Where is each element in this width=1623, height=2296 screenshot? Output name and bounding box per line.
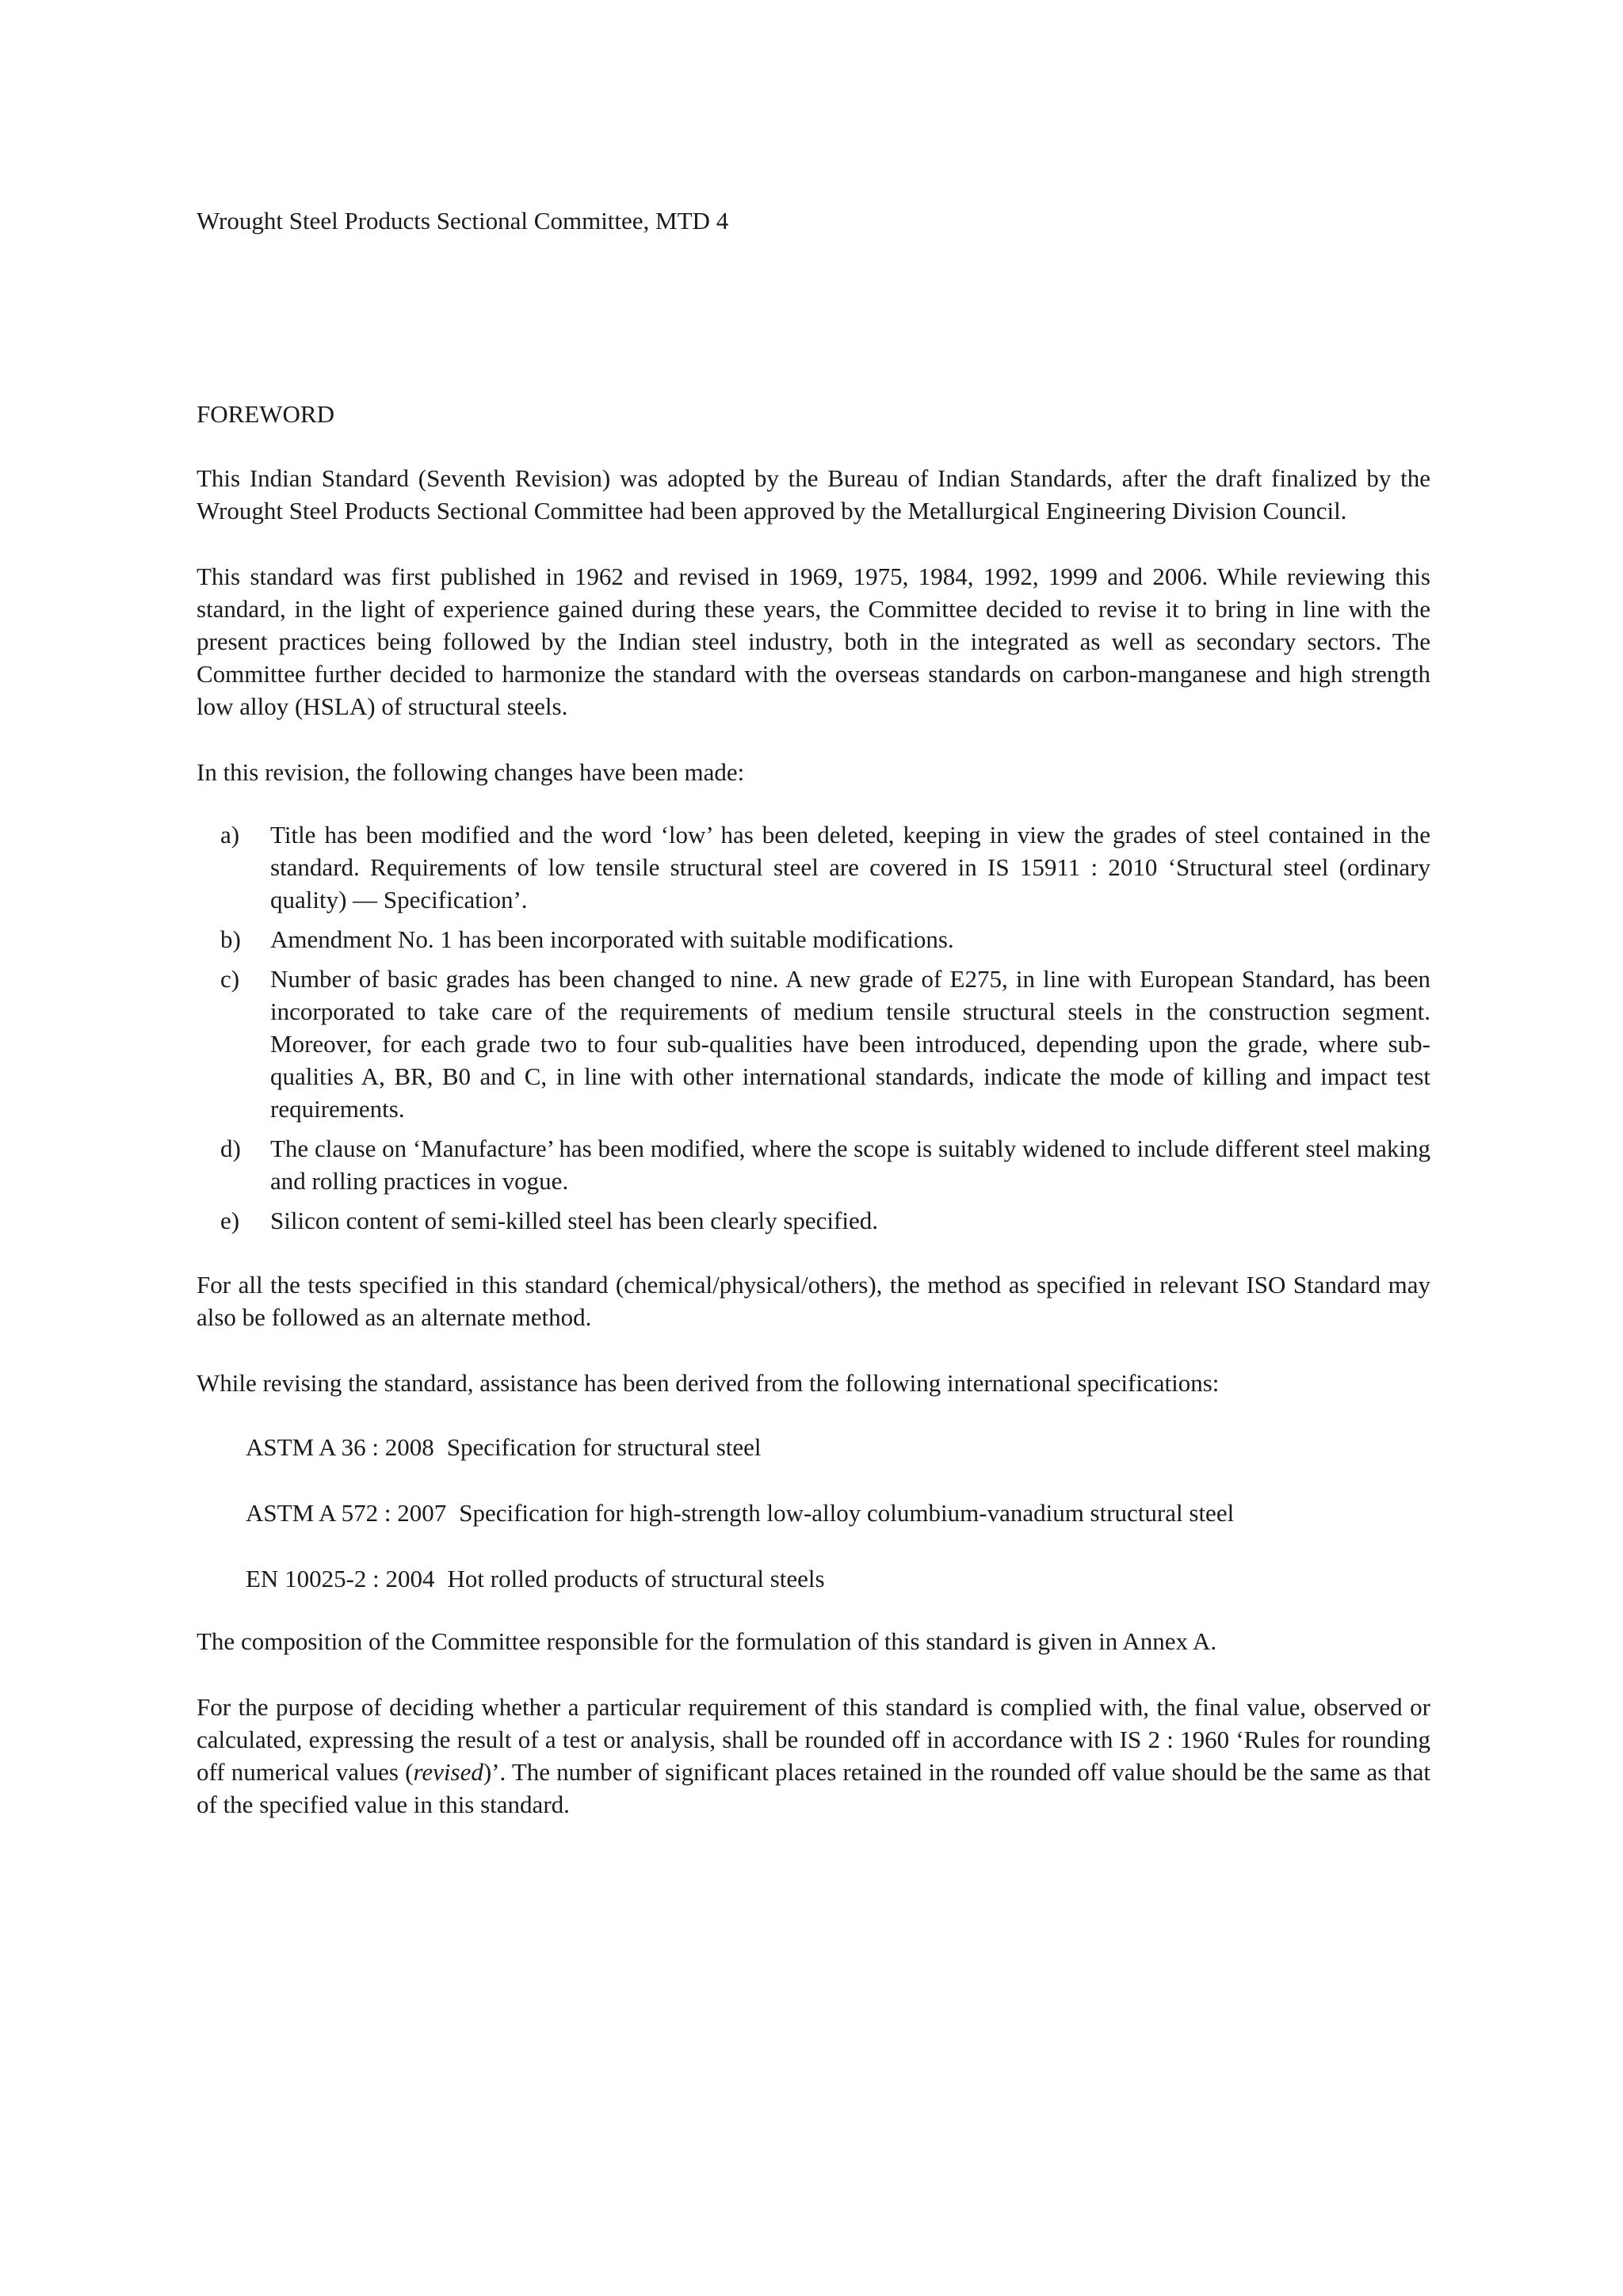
list-item bbox=[197, 963, 1430, 1125]
foreword-section bbox=[197, 398, 1430, 1854]
reference-title: Specification for high-strength low-alloy columbium-vanadium structural steel bbox=[459, 1499, 1235, 1527]
reference-item bbox=[246, 1562, 1430, 1595]
foreword-heading: FOREWORD bbox=[197, 400, 334, 428]
list-item-marker: a) bbox=[220, 821, 240, 849]
reference-code: ASTM A 572 : 2007 bbox=[246, 1499, 447, 1527]
list-item-marker: b) bbox=[220, 925, 241, 953]
list-item-marker: e) bbox=[220, 1207, 240, 1234]
rounding-text-start: For the purpose of deciding whether a particular requirement of this standard is complied with, the final value, observed or calculated, expressing the result of a test or analysis, shall be rounded off in accordance with IS 2 : 1960 ‘Rules for rounding off numerical values ( bbox=[197, 1693, 1430, 1786]
reference-title: Specification for structural steel bbox=[446, 1433, 762, 1461]
test-methods-paragraph: For all the tests specified in this standard (chemical/physical/others), the method as specified in relevant ISO Standard may also be followed as an alternate method. bbox=[197, 1271, 1430, 1331]
rounding-text-italic: revised bbox=[413, 1758, 483, 1786]
reference-code: ASTM A 36 : 2008 bbox=[246, 1433, 434, 1461]
list-item-text: Amendment No. 1 has been incorporated with suitable modifications. bbox=[270, 925, 954, 953]
list-item-marker: d) bbox=[220, 1135, 241, 1162]
reference-title: Hot rolled products of structural steels bbox=[447, 1565, 825, 1592]
list-item-text: Title has been modified and the word ‘low’ has been deleted, keeping in view the grades of steel contained in the standard. Requirements of low tensile structural steel are covered in IS 15911 : 2010 ‘Structural steel (ordinary quality) — Specification’. bbox=[270, 821, 1430, 913]
list-item-marker: c) bbox=[220, 965, 240, 993]
changes-list bbox=[197, 818, 1430, 1237]
reference-item bbox=[246, 1431, 1430, 1463]
rounding-paragraph bbox=[197, 1691, 1430, 1821]
reference-list bbox=[246, 1431, 1430, 1595]
list-item bbox=[197, 818, 1430, 916]
adoption-paragraph: This Indian Standard (Seventh Revision) was adopted by the Bureau of Indian Standards, after the draft finalized by the Wrought Steel Products Sectional Committee had been approved by the Metallurgical Engineering Division Council. bbox=[197, 464, 1430, 524]
committee-composition-paragraph: The composition of the Committee responsible for the formulation of this standard is given in Annex A. bbox=[197, 1627, 1217, 1655]
list-item bbox=[197, 1204, 1430, 1237]
list-item bbox=[197, 923, 1430, 955]
assistance-paragraph: While revising the standard, assistance has been derived from the following international specifications: bbox=[197, 1369, 1220, 1397]
history-paragraph: This standard was first published in 1962 and revised in 1969, 1975, 1984, 1992, 1999 and 2006. While reviewing this standard, in the light of experience gained during these years, the Committee decided to revise it to bring in line with the present practices being followed by the Indian steel industry, both in the integrated as well as secondary sectors. The Committee further decided to harmonize the standard with the overseas standards on carbon-manganese and high strength low alloy (HSLA) of structural steels. bbox=[197, 563, 1430, 720]
reference-item bbox=[246, 1497, 1430, 1529]
list-item-text: Silicon content of semi-killed steel has been clearly specified. bbox=[270, 1207, 878, 1234]
list-item-text: Number of basic grades has been changed to nine. A new grade of E275, in line with European Standard, has been incorporated to take care of the requirements of medium tensile structural steels in the construction segment. Moreover, for each grade two to four sub-qualities have been introduced, depending upon the grade, where sub-qualities A, BR, B0 and C, in line with other international standards, indicate the mode of killing and impact test requirements. bbox=[270, 965, 1430, 1123]
changes-intro-paragraph: In this revision, the following changes have been made: bbox=[197, 758, 745, 786]
reference-code: EN 10025-2 : 2004 bbox=[246, 1565, 435, 1592]
rounding-text-end: )’. The number of significant places retained in the rounded off value should be the same as that of the specified value in this standard. bbox=[197, 1758, 1430, 1818]
committee-name: Wrought Steel Products Sectional Committee, MTD 4 bbox=[197, 207, 729, 235]
list-item-text: The clause on ‘Manufacture’ has been modified, where the scope is suitably widened to include different steel making and rolling practices in vogue. bbox=[270, 1135, 1430, 1195]
list-item bbox=[197, 1132, 1430, 1197]
